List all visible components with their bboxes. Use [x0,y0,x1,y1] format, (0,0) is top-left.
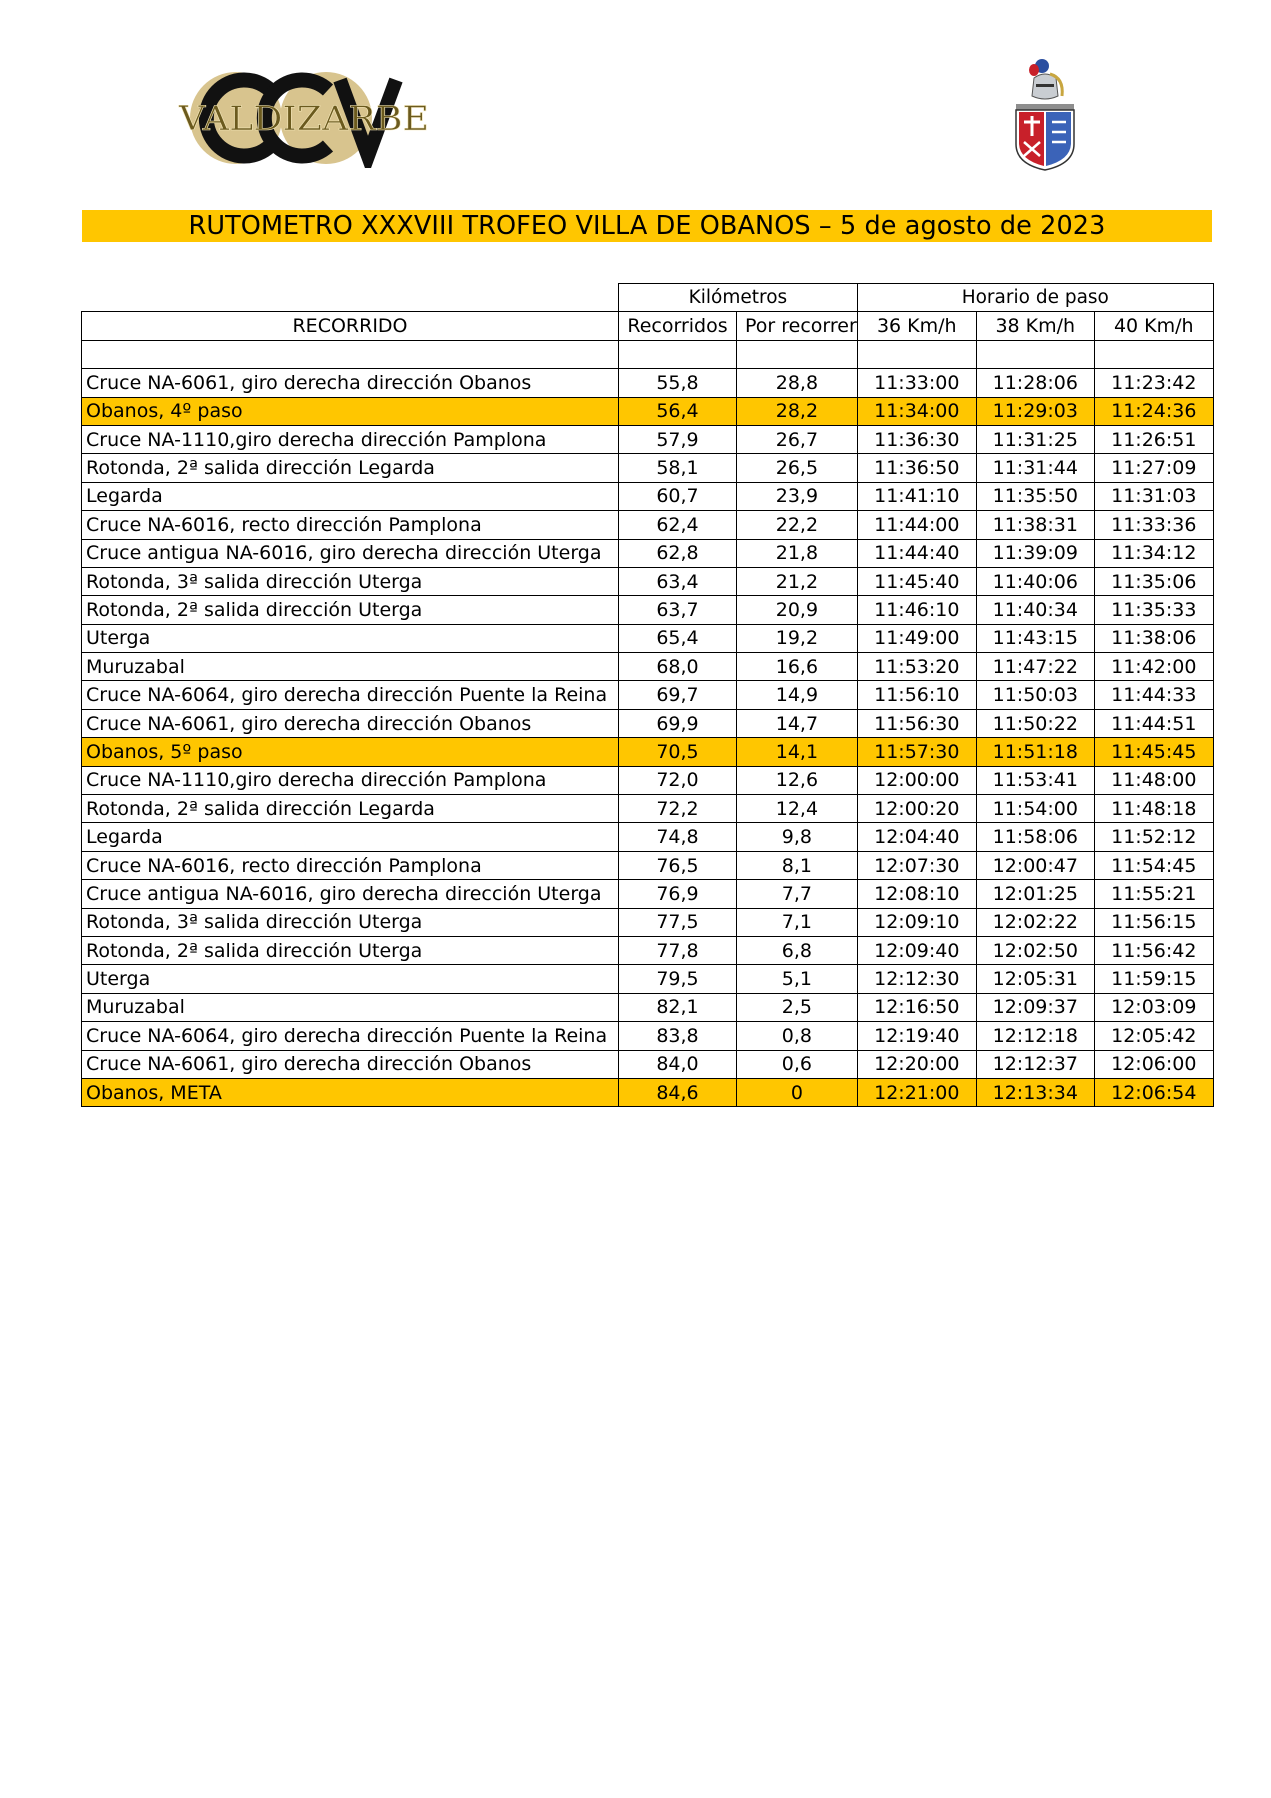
km-recorridos-cell: 74,8 [619,823,737,851]
km-recorridos-cell: 77,8 [619,936,737,964]
km-por-recorrer-cell: 26,5 [737,454,858,482]
time-38kmh-cell: 12:02:50 [976,936,1094,964]
spacer-cell [619,340,737,368]
spacer-cell [1094,340,1213,368]
km-por-recorrer-cell: 28,2 [737,397,858,425]
time-36kmh-cell: 12:09:10 [857,908,976,936]
km-por-recorrer-cell: 0 [737,1078,858,1106]
route-point-cell: Rotonda, 2ª salida dirección Uterga [82,936,619,964]
spacer-cell [976,340,1094,368]
time-36kmh-cell: 11:41:10 [857,482,976,510]
km-recorridos-cell: 76,5 [619,851,737,879]
table-row [82,482,1214,510]
route-point-cell: Cruce NA-6016, recto dirección Pamplona [82,851,619,879]
route-point-cell: Obanos, META [82,1078,619,1106]
route-point-cell: Obanos, 4º paso [82,397,619,425]
time-38kmh-cell: 11:40:34 [976,596,1094,624]
table-row [82,653,1214,681]
time-36kmh-cell: 11:34:00 [857,397,976,425]
km-recorridos-cell: 58,1 [619,454,737,482]
km-recorridos-cell: 63,4 [619,567,737,595]
time-38kmh-cell: 12:02:22 [976,908,1094,936]
km-recorridos-cell: 56,4 [619,397,737,425]
horario-group-header: Horario de paso [857,284,1213,312]
route-point-cell: Muruzabal [82,653,619,681]
time-38kmh-cell: 12:12:18 [976,1022,1094,1050]
time-38kmh-cell: 11:29:03 [976,397,1094,425]
time-36kmh-cell: 12:08:10 [857,880,976,908]
time-38kmh-cell: 12:13:34 [976,1078,1094,1106]
time-36kmh-cell: 11:49:00 [857,624,976,652]
table-row [82,397,1214,425]
time-40kmh-cell: 11:35:33 [1094,596,1213,624]
table-row [82,993,1214,1021]
km-por-recorrer-cell: 7,7 [737,880,858,908]
km-por-recorrer-cell: 20,9 [737,596,858,624]
time-36kmh-cell: 12:07:30 [857,851,976,879]
page-title: RUTOMETRO XXXVIII TROFEO VILLA DE OBANOS – 5 de agosto de 2023 [188,211,1106,241]
table-row [82,596,1214,624]
km-recorridos-cell: 68,0 [619,653,737,681]
km-recorridos-cell: 69,9 [619,709,737,737]
km-por-recorrer-cell: 0,8 [737,1022,858,1050]
km-por-recorrer-cell: 6,8 [737,936,858,964]
col-header-recorrido: RECORRIDO [82,312,619,340]
km-por-recorrer-cell: 0,6 [737,1050,858,1078]
route-point-cell: Cruce NA-6064, giro derecha dirección Puente la Reina [82,1022,619,1050]
route-point-cell: Uterga [82,624,619,652]
km-recorridos-cell: 55,8 [619,369,737,397]
km-recorridos-cell: 76,9 [619,880,737,908]
table-row [82,1022,1214,1050]
club-logo-text: VALDIZARBE [178,99,429,139]
route-point-cell: Cruce NA-1110,giro derecha dirección Pamplona [82,766,619,794]
time-36kmh-cell: 12:21:00 [857,1078,976,1106]
club-logo [178,68,430,168]
time-38kmh-cell: 11:28:06 [976,369,1094,397]
km-por-recorrer-cell: 14,1 [737,738,858,766]
time-40kmh-cell: 11:44:33 [1094,681,1213,709]
time-38kmh-cell: 11:35:50 [976,482,1094,510]
route-point-cell: Cruce NA-6061, giro derecha dirección Obanos [82,1050,619,1078]
time-40kmh-cell: 11:38:06 [1094,624,1213,652]
km-por-recorrer-cell: 21,8 [737,539,858,567]
time-40kmh-cell: 11:23:42 [1094,369,1213,397]
km-por-recorrer-cell: 5,1 [737,965,858,993]
time-38kmh-cell: 12:05:31 [976,965,1094,993]
km-recorridos-cell: 63,7 [619,596,737,624]
time-40kmh-cell: 11:42:00 [1094,653,1213,681]
time-40kmh-cell: 11:45:45 [1094,738,1213,766]
time-36kmh-cell: 11:57:30 [857,738,976,766]
time-36kmh-cell: 12:12:30 [857,965,976,993]
time-36kmh-cell: 12:00:00 [857,766,976,794]
route-point-cell: Cruce NA-6016, recto dirección Pamplona [82,511,619,539]
route-point-cell: Rotonda, 2ª salida dirección Legarda [82,454,619,482]
time-40kmh-cell: 11:26:51 [1094,425,1213,453]
time-36kmh-cell: 12:09:40 [857,936,976,964]
col-header-40: 40 Km/h [1094,312,1213,340]
spacer-row [82,340,1214,368]
km-por-recorrer-cell: 2,5 [737,993,858,1021]
time-40kmh-cell: 11:48:18 [1094,795,1213,823]
group-header-row [82,284,1214,312]
table-row [82,425,1214,453]
time-36kmh-cell: 11:46:10 [857,596,976,624]
time-40kmh-cell: 11:27:09 [1094,454,1213,482]
table-row [82,709,1214,737]
col-header-recorridos: Recorridos [619,312,737,340]
table-row [82,369,1214,397]
time-38kmh-cell: 11:39:09 [976,539,1094,567]
table-row [82,766,1214,794]
time-36kmh-cell: 11:45:40 [857,567,976,595]
time-40kmh-cell: 11:59:15 [1094,965,1213,993]
km-recorridos-cell: 72,0 [619,766,737,794]
time-36kmh-cell: 11:33:00 [857,369,976,397]
route-point-cell: Rotonda, 3ª salida dirección Uterga [82,567,619,595]
time-38kmh-cell: 12:12:37 [976,1050,1094,1078]
km-recorridos-cell: 62,8 [619,539,737,567]
km-group-header: Kilómetros [619,284,858,312]
km-por-recorrer-cell: 8,1 [737,851,858,879]
obanos-coat-of-arms-icon [1012,56,1078,172]
time-36kmh-cell: 11:53:20 [857,653,976,681]
route-point-cell: Cruce antigua NA-6016, giro derecha dirección Uterga [82,880,619,908]
route-point-cell: Cruce NA-1110,giro derecha dirección Pamplona [82,425,619,453]
km-recorridos-cell: 60,7 [619,482,737,510]
route-point-cell: Cruce NA-6061, giro derecha dirección Obanos [82,709,619,737]
km-por-recorrer-cell: 21,2 [737,567,858,595]
time-36kmh-cell: 12:04:40 [857,823,976,851]
time-40kmh-cell: 11:52:12 [1094,823,1213,851]
km-por-recorrer-cell: 14,7 [737,709,858,737]
route-point-cell: Cruce NA-6061, giro derecha dirección Obanos [82,369,619,397]
km-por-recorrer-cell: 28,8 [737,369,858,397]
km-recorridos-cell: 79,5 [619,965,737,993]
time-40kmh-cell: 11:35:06 [1094,567,1213,595]
table-row [82,795,1214,823]
km-por-recorrer-cell: 23,9 [737,482,858,510]
time-40kmh-cell: 11:55:21 [1094,880,1213,908]
table-row [82,936,1214,964]
time-40kmh-cell: 11:34:12 [1094,539,1213,567]
time-38kmh-cell: 11:43:15 [976,624,1094,652]
time-38kmh-cell: 12:00:47 [976,851,1094,879]
table-row [82,539,1214,567]
col-header-38: 38 Km/h [976,312,1094,340]
km-recorridos-cell: 65,4 [619,624,737,652]
km-recorridos-cell: 69,7 [619,681,737,709]
column-header-row [82,312,1214,340]
time-38kmh-cell: 11:47:22 [976,653,1094,681]
time-36kmh-cell: 12:16:50 [857,993,976,1021]
time-40kmh-cell: 12:05:42 [1094,1022,1213,1050]
time-36kmh-cell: 12:20:00 [857,1050,976,1078]
time-40kmh-cell: 11:56:42 [1094,936,1213,964]
time-40kmh-cell: 12:06:00 [1094,1050,1213,1078]
time-38kmh-cell: 11:50:03 [976,681,1094,709]
time-36kmh-cell: 12:19:40 [857,1022,976,1050]
time-38kmh-cell: 11:54:00 [976,795,1094,823]
route-point-cell: Rotonda, 2ª salida dirección Uterga [82,596,619,624]
route-point-cell: Cruce NA-6064, giro derecha dirección Puente la Reina [82,681,619,709]
time-40kmh-cell: 11:24:36 [1094,397,1213,425]
km-por-recorrer-cell: 12,6 [737,766,858,794]
time-36kmh-cell: 11:36:30 [857,425,976,453]
time-40kmh-cell: 11:54:45 [1094,851,1213,879]
time-40kmh-cell: 11:31:03 [1094,482,1213,510]
route-point-cell: Rotonda, 2ª salida dirección Legarda [82,795,619,823]
table-row [82,880,1214,908]
km-recorridos-cell: 83,8 [619,1022,737,1050]
time-40kmh-cell: 11:48:00 [1094,766,1213,794]
time-36kmh-cell: 12:00:20 [857,795,976,823]
time-38kmh-cell: 11:51:18 [976,738,1094,766]
time-40kmh-cell: 11:44:51 [1094,709,1213,737]
spacer-cell [737,340,858,368]
km-recorridos-cell: 84,0 [619,1050,737,1078]
table-row [82,454,1214,482]
time-40kmh-cell: 11:56:15 [1094,908,1213,936]
km-por-recorrer-cell: 16,6 [737,653,858,681]
route-point-cell: Cruce antigua NA-6016, giro derecha dirección Uterga [82,539,619,567]
time-36kmh-cell: 11:44:40 [857,539,976,567]
time-36kmh-cell: 11:56:10 [857,681,976,709]
table-row [82,681,1214,709]
time-38kmh-cell: 12:09:37 [976,993,1094,1021]
col-header-por-recorrer: Por recorrer [737,312,858,340]
km-recorridos-cell: 72,2 [619,795,737,823]
blank-header-cell [82,284,619,312]
km-por-recorrer-cell: 12,4 [737,795,858,823]
km-por-recorrer-cell: 14,9 [737,681,858,709]
route-table [81,283,1214,1107]
time-38kmh-cell: 11:38:31 [976,511,1094,539]
route-point-cell: Uterga [82,965,619,993]
table-row [82,823,1214,851]
table-row [82,1050,1214,1078]
route-point-cell: Legarda [82,823,619,851]
time-38kmh-cell: 11:40:06 [976,567,1094,595]
table-row [82,567,1214,595]
km-por-recorrer-cell: 19,2 [737,624,858,652]
time-38kmh-cell: 11:31:44 [976,454,1094,482]
spacer-cell [857,340,976,368]
col-header-36: 36 Km/h [857,312,976,340]
km-por-recorrer-cell: 26,7 [737,425,858,453]
spacer-cell [82,340,619,368]
time-36kmh-cell: 11:56:30 [857,709,976,737]
km-recorridos-cell: 62,4 [619,511,737,539]
time-36kmh-cell: 11:36:50 [857,454,976,482]
table-row [82,851,1214,879]
route-point-cell: Legarda [82,482,619,510]
time-36kmh-cell: 11:44:00 [857,511,976,539]
route-point-cell: Muruzabal [82,993,619,1021]
title-banner [82,210,1212,242]
time-40kmh-cell: 12:06:54 [1094,1078,1213,1106]
km-por-recorrer-cell: 7,1 [737,908,858,936]
time-38kmh-cell: 12:01:25 [976,880,1094,908]
route-point-cell: Obanos, 5º paso [82,738,619,766]
km-recorridos-cell: 84,6 [619,1078,737,1106]
time-38kmh-cell: 11:31:25 [976,425,1094,453]
table-row [82,511,1214,539]
km-por-recorrer-cell: 22,2 [737,511,858,539]
time-40kmh-cell: 11:33:36 [1094,511,1213,539]
table-row [82,624,1214,652]
time-40kmh-cell: 12:03:09 [1094,993,1213,1021]
table-row [82,965,1214,993]
km-recorridos-cell: 77,5 [619,908,737,936]
time-38kmh-cell: 11:50:22 [976,709,1094,737]
km-recorridos-cell: 57,9 [619,425,737,453]
km-por-recorrer-cell: 9,8 [737,823,858,851]
route-point-cell: Rotonda, 3ª salida dirección Uterga [82,908,619,936]
table-row [82,738,1214,766]
km-recorridos-cell: 82,1 [619,993,737,1021]
table-row [82,1078,1214,1106]
time-38kmh-cell: 11:53:41 [976,766,1094,794]
time-38kmh-cell: 11:58:06 [976,823,1094,851]
km-recorridos-cell: 70,5 [619,738,737,766]
table-row [82,908,1214,936]
